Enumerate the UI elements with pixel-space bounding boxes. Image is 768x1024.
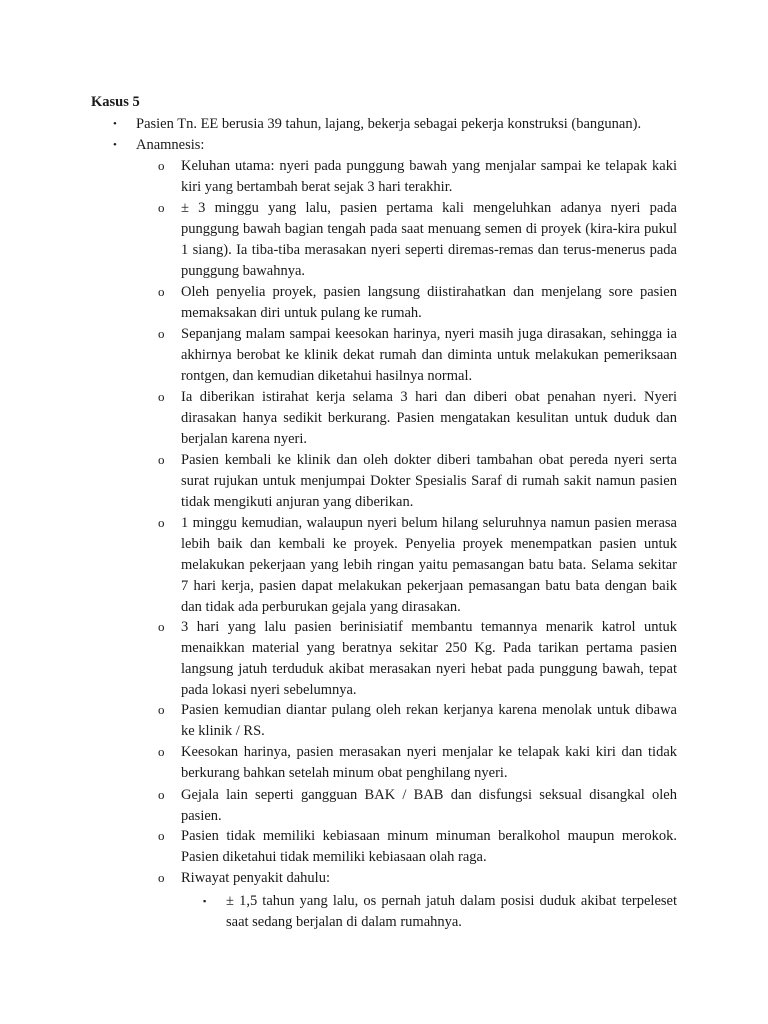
anamnesis-item: [158, 450, 677, 513]
bullet-text: Pasien Tn. EE berusia 39 tahun, lajang, bekerja sebagai pekerja konstruksi (bangunan).: [136, 116, 642, 132]
item-text: ± 3 minggu yang lalu, pasien pertama kali mengeluhkan adanya nyeri pada punggung bawah bagian tengah pada saat menuang semen di proyek (kira-kira pukul 1 siang). Ia tiba-tiba merasakan nyeri seperti diremas-remas dan terus-menerus pada punggung bawahnya.: [181, 200, 677, 279]
item-text: Riwayat penyakit dahulu:: [181, 870, 330, 886]
anamnesis-item: [158, 198, 677, 282]
item-marker: o: [158, 158, 165, 173]
anamnesis-item: [158, 513, 677, 618]
item-marker: o: [158, 389, 165, 404]
item-text: Ia diberikan istirahat kerja selama 3 hari dan diberi obat penahan nyeri. Nyeri dirasakan hanya sedikit berkurang. Pasien mengatakan kesulitan untuk duduk dan berjalan karena nyeri.: [181, 389, 677, 447]
anamnesis-item: [158, 785, 677, 827]
item-text: Keesokan harinya, pasien merasakan nyeri menjalar ke telapak kaki kiri dan tidak berkurang bahkan setelah minum obat penghilang nyeri.: [181, 744, 677, 781]
bullet-marker: •: [113, 139, 117, 151]
item-text: Oleh penyelia proyek, pasien langsung diistirahatkan dan menjelang sore pasien memaksakan diri untuk pulang ke rumah.: [181, 284, 677, 321]
anamnesis-item: [158, 700, 677, 742]
item-marker: o: [158, 326, 165, 341]
subitem-text: ± 1,5 tahun yang lalu, os pernah jatuh dalam posisi duduk akibat terpeleset saat sedang berjalan di dalam rumahnya.: [226, 893, 677, 930]
item-marker: o: [158, 828, 165, 843]
anamnesis-item: [158, 742, 677, 784]
item-marker: o: [158, 787, 165, 802]
item-marker: o: [158, 200, 165, 215]
bullet-patient-info: [113, 114, 681, 135]
item-marker: o: [158, 702, 165, 717]
item-text: 3 hari yang lalu pasien berinisiatif membantu temannya menarik katrol untuk menaikkan material yang beratnya sekitar 250 Kg. Pada tarikan pertama pasien langsung jatuh terduduk akibat merasakan nyeri hebat pada punggung bawah, tepat pada lokasi nyeri sebelumnya.: [181, 619, 677, 698]
subitem-marker: ▪: [203, 896, 207, 906]
item-marker: o: [158, 870, 165, 885]
bullet-text: Anamnesis:: [136, 137, 205, 153]
case-title: Kasus 5: [91, 94, 140, 110]
item-marker: o: [158, 452, 165, 467]
item-text: Keluhan utama: nyeri pada punggung bawah yang menjalar sampai ke telapak kaki kiri yang bertambah berat sejak 3 hari terakhir.: [181, 158, 677, 195]
item-text: 1 minggu kemudian, walaupun nyeri belum hilang seluruhnya namun pasien merasa lebih baik dan kembali ke proyek. Penyelia proyek menempatkan pasien untuk melakukan pekerjaan yang lebih ringan yaitu pemasangan batu bata. Selama sekitar 7 hari kerja, pasien dapat melakukan pekerjaan pemasangan batu bata dengan baik dan tidak ada perburukan gejala yang dirasakan.: [181, 515, 677, 615]
bullet-anamnesis: [113, 135, 681, 156]
anamnesis-item: [158, 324, 677, 387]
item-text: Gejala lain seperti gangguan BAK / BAB dan disfungsi seksual disangkal oleh pasien.: [181, 787, 677, 824]
item-text: Sepanjang malam sampai keesokan harinya, nyeri masih juga dirasakan, sehingga ia akhirnya berobat ke klinik dekat rumah dan diminta untuk melakukan pemeriksaan rontgen, dan kemudian diketahui hasilnya normal.: [181, 326, 677, 384]
item-text: Pasien kemudian diantar pulang oleh rekan kerjanya karena menolak untuk dibawa ke klinik / RS.: [181, 702, 677, 739]
history-subitem: [203, 891, 677, 933]
anamnesis-item: [158, 387, 677, 450]
anamnesis-item: [158, 868, 677, 889]
item-marker: o: [158, 744, 165, 759]
item-text: Pasien tidak memiliki kebiasaan minum minuman beralkohol maupun merokok. Pasien diketahui tidak memiliki kebiasaan olah raga.: [181, 828, 677, 865]
anamnesis-item: [158, 156, 677, 198]
anamnesis-item: [158, 617, 677, 701]
anamnesis-item: [158, 282, 677, 324]
anamnesis-item: [158, 826, 677, 868]
item-marker: o: [158, 284, 165, 299]
bullet-marker: •: [113, 118, 117, 130]
item-marker: o: [158, 619, 165, 634]
item-marker: o: [158, 515, 165, 530]
item-text: Pasien kembali ke klinik dan oleh dokter diberi tambahan obat pereda nyeri serta surat rujukan untuk menjumpai Dokter Spesialis Saraf di rumah sakit namun pasien tidak mengikuti anjuran yang diberikan.: [181, 452, 677, 510]
